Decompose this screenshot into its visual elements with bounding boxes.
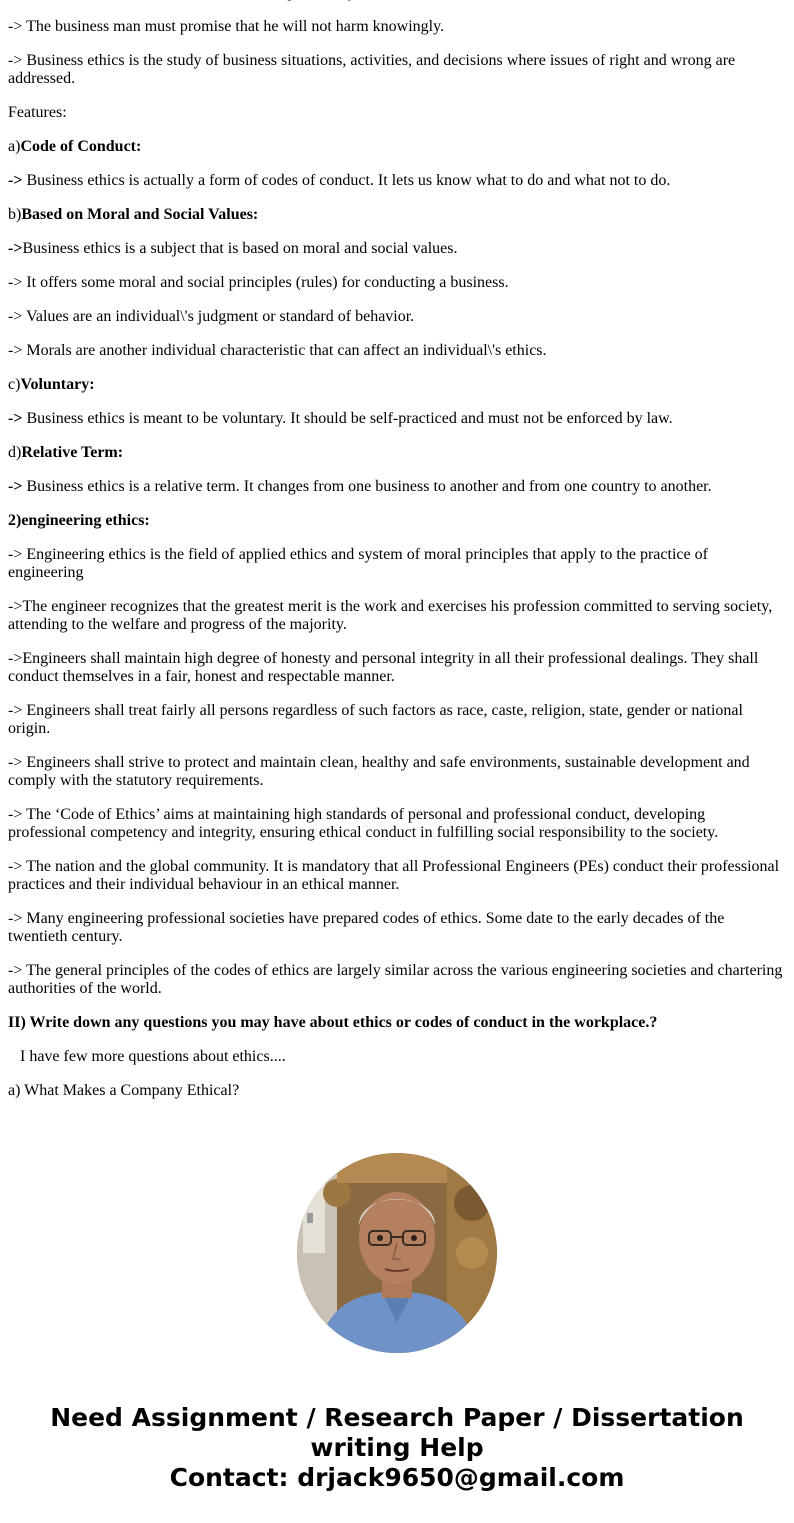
feature-title: Code of Conduct: — [20, 138, 142, 155]
paragraph — [8, 240, 786, 258]
paragraph — [8, 410, 786, 428]
paragraph: I have few more questions about ethics.... — [20, 1048, 286, 1065]
cta-line: writing Help — [310, 1433, 484, 1462]
feature-heading-moral-values — [8, 206, 786, 224]
feature-heading-voluntary — [8, 376, 786, 394]
section-heading-questions — [8, 1014, 786, 1032]
paragraph: a) What Makes a Company Ethical? — [8, 1082, 240, 1099]
paragraph: -> The ‘Code of Ethics’ aims at maintaining high standards of personal and professional conduct, developing professional competency and integrity, ensuring ethical conduct in fulfilling social responsibility to the society. — [8, 806, 719, 841]
paragraph: -> It offers some moral and social principles (rules) for conducting a business. — [8, 274, 509, 291]
section-title: II) Write down any questions you may have about ethics or codes of conduct in the workplace.? — [8, 1014, 658, 1031]
paragraph: ->The engineer recognizes that the greatest merit is the work and exercises his profession committed to serving society, attending to the welfare and progress of the majority. — [8, 598, 773, 633]
portrait-icon — [297, 1153, 497, 1353]
arrow: -> — [8, 410, 23, 427]
paragraph: ->Engineers shall maintain high degree of honesty and personal integrity in all their professional dealings. They shall conduct themselves in a fair, honest and respectable manner. — [8, 650, 759, 685]
paragraph — [8, 478, 786, 496]
feature-title: Based on Moral and Social Values: — [21, 206, 259, 223]
paragraph: -> The general principles of the codes of ethics are largely similar across the various engineering societies and chartering authorities of the world. — [8, 962, 783, 997]
paragraph: -> The business man must promise that he will not harm knowingly. — [8, 18, 445, 35]
paragraph — [8, 0, 786, 2]
section-title: 2)engineering ethics: — [8, 512, 150, 529]
contact-email: Contact: drjack9650@gmail.com — [169, 1463, 625, 1492]
paragraph-text: Business ethics is a relative term. It changes from one business to another and from one country to another. — [22, 478, 712, 495]
paragraph: -> Engineering ethics is the field of applied ethics and system of moral principles that apply to the practice of engineering — [8, 546, 708, 581]
paragraph — [8, 172, 786, 190]
feature-prefix: c) — [8, 376, 21, 393]
paragraph: -> Many engineering professional societies have prepared codes of ethics. Some date to the early decades of the twentieth century. — [8, 910, 725, 945]
feature-title: Voluntary: — [20, 376, 95, 393]
paragraph: -> Values are an individual\'s judgment or standard of behavior. — [8, 308, 415, 325]
feature-prefix: a) — [8, 138, 21, 155]
paragraph-text: Business ethics is actually a form of codes of conduct. It lets us know what to do and what not to do. — [22, 172, 671, 189]
arrow: -> — [8, 240, 23, 257]
paragraph: -> Engineers shall treat fairly all persons regardless of such factors as race, caste, religion, state, gender or national origin. — [8, 702, 743, 737]
feature-prefix: d) — [8, 444, 22, 461]
paragraph-text: Business ethics is meant to be voluntary. It should be self-practiced and must not be enforced by law. — [22, 410, 673, 427]
features-heading: Features: — [8, 104, 67, 121]
paragraph: -> Business ethics is the study of business situations, activities, and decisions where issues of right and wrong are addressed. — [8, 52, 736, 87]
arrow: -> — [8, 172, 23, 189]
answer-body — [8, 0, 786, 1116]
author-avatar — [297, 1153, 497, 1353]
paragraph: -> Engineers shall strive to protect and maintain clean, healthy and safe environments, sustainable development and comply with the statutory requirements. — [8, 754, 750, 789]
feature-heading-relative-term — [8, 444, 786, 462]
cta-line: Need Assignment / Research Paper / Dissertation — [50, 1403, 744, 1432]
paragraph: -> Morals are another individual characteristic that can affect an individual\'s ethics. — [8, 342, 547, 359]
feature-heading-code-of-conduct — [8, 138, 786, 156]
paragraph-text: Business ethics is a subject that is based on moral and social values. — [22, 240, 458, 257]
paragraph: -> The nation and the global community. It is mandatory that all Professional Engineers (PEs) conduct their professional practices and their individual behaviour in an ethical manner. — [8, 858, 780, 893]
feature-title: Relative Term: — [21, 444, 124, 461]
section-heading-engineering-ethics — [8, 512, 786, 530]
feature-prefix: b) — [8, 206, 22, 223]
contact-banner — [0, 1403, 794, 1493]
arrow: -> — [8, 478, 23, 495]
